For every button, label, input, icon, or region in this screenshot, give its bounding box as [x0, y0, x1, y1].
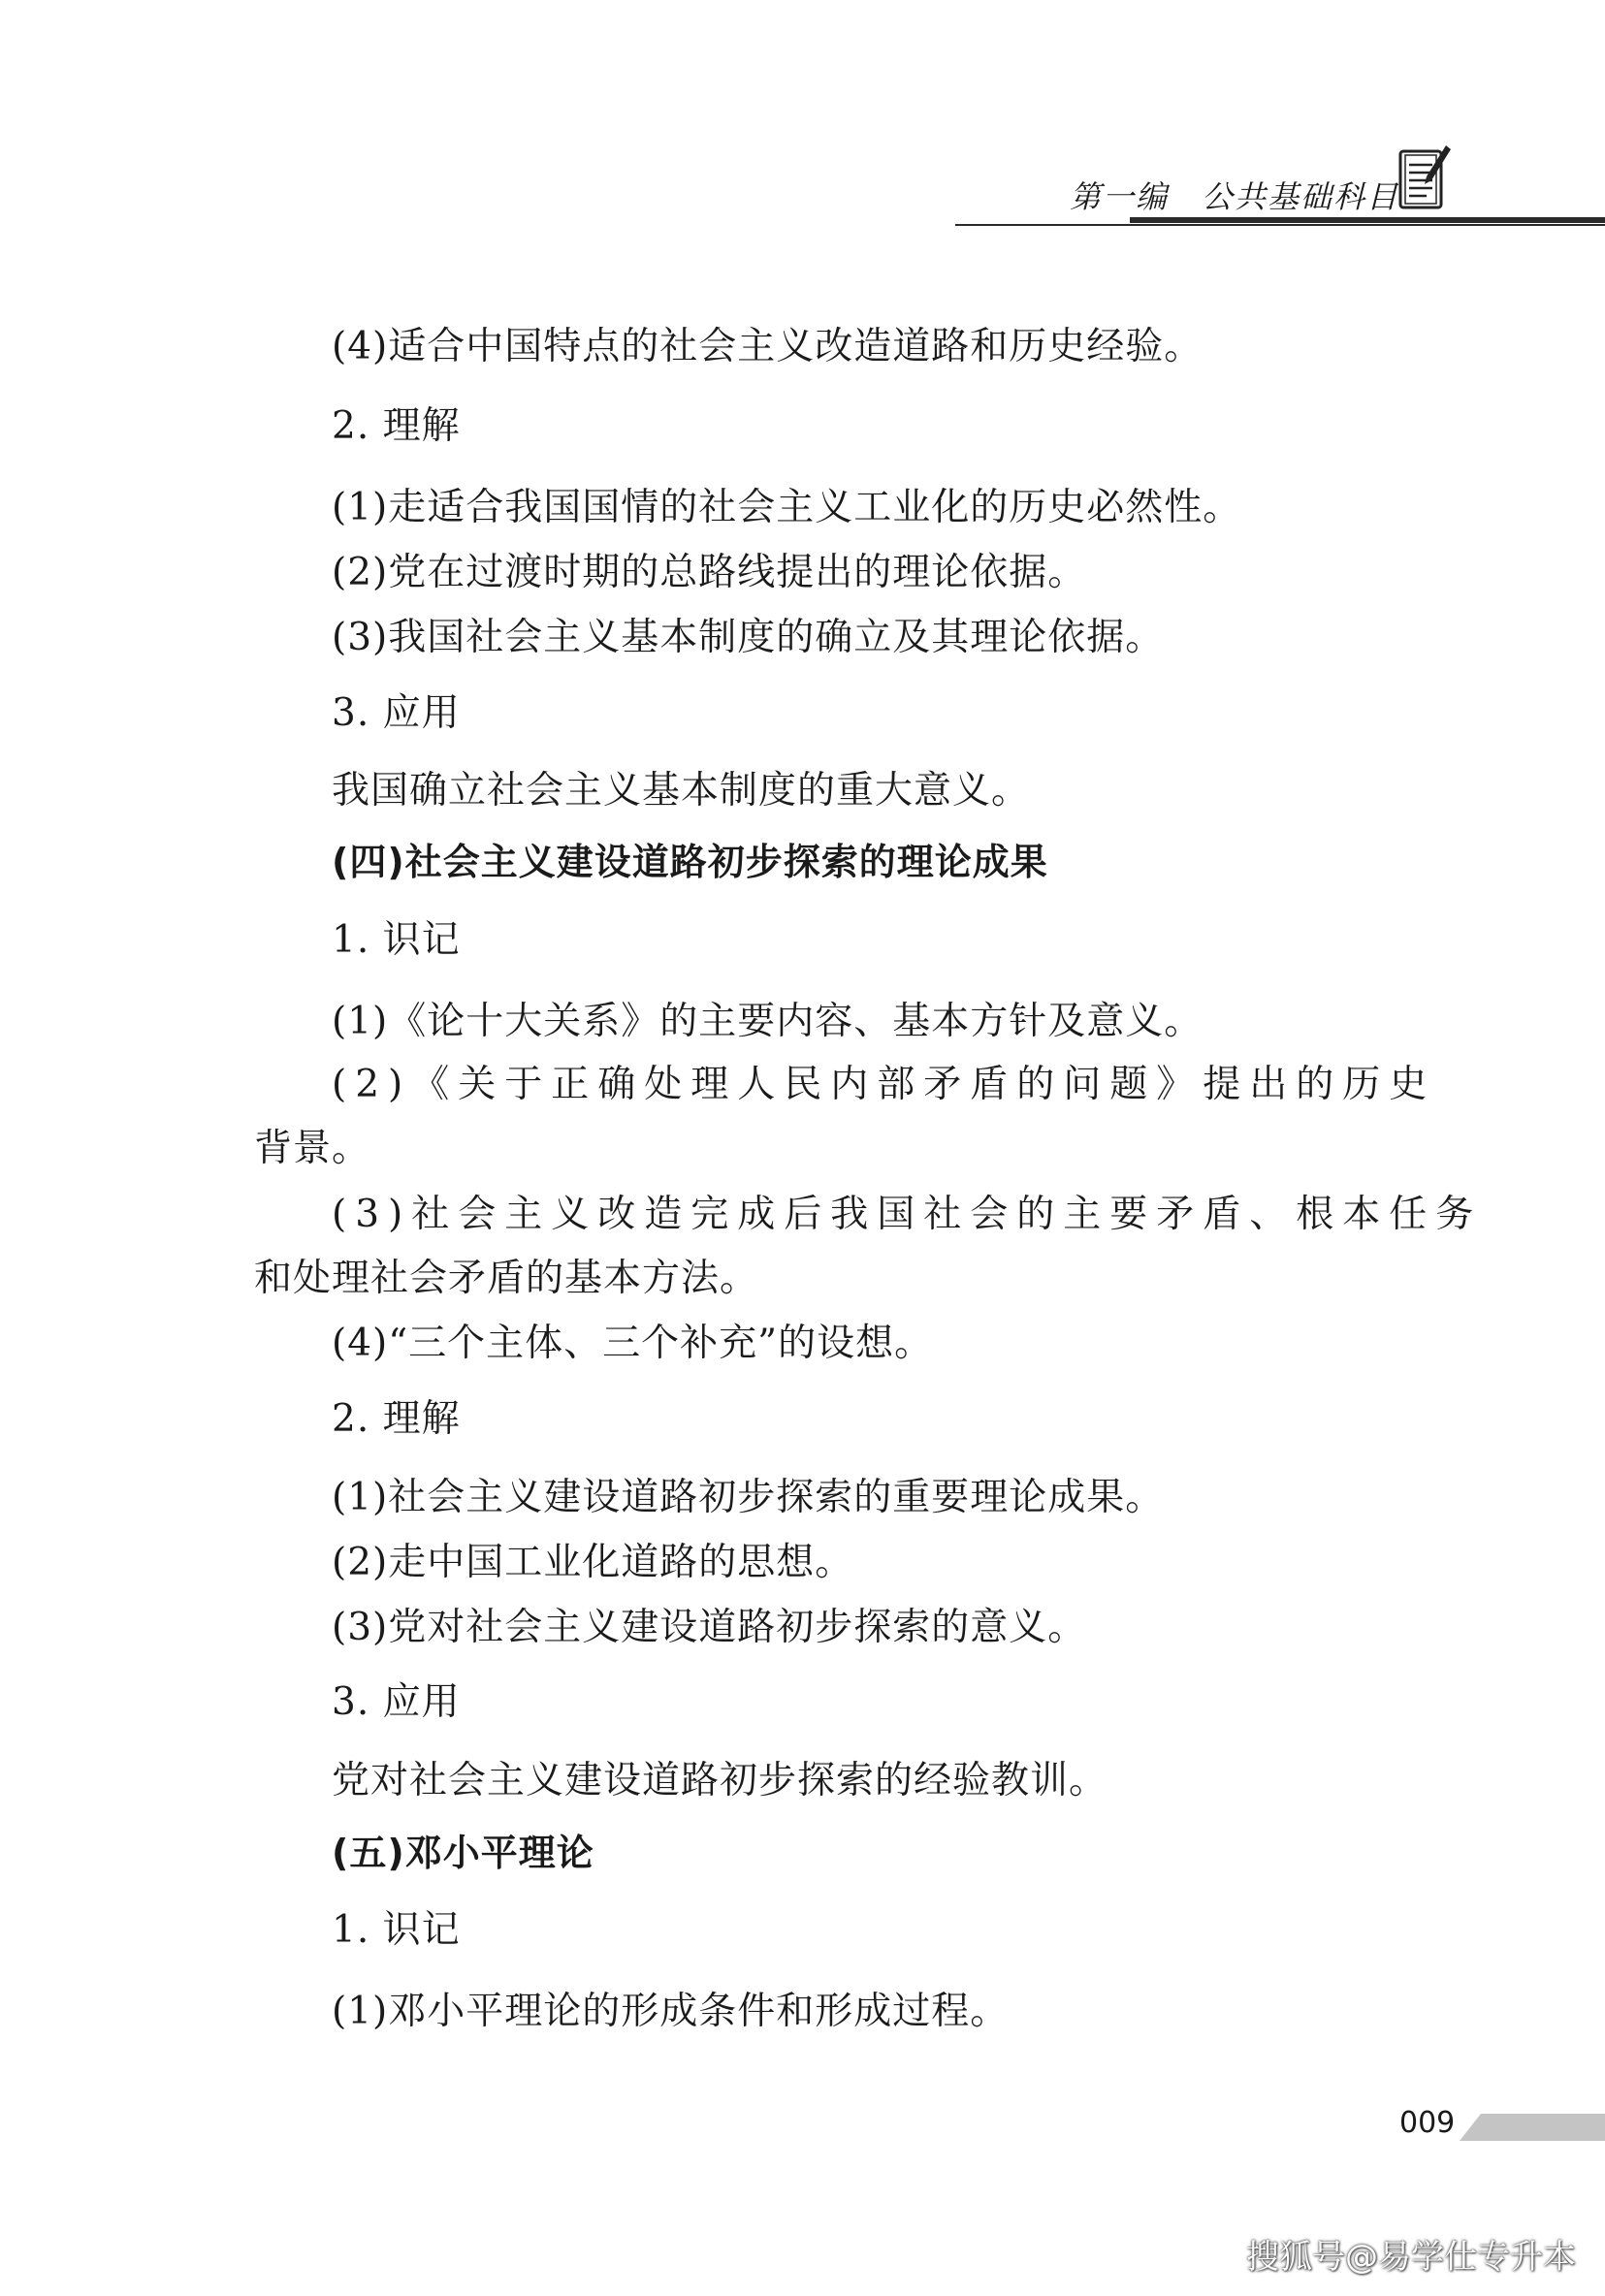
header-title [1070, 173, 1399, 217]
section-heading: 2. 理解 [332, 1397, 461, 1441]
text-line: (2)《关于正确处理人民内部矛盾的问题》提出的历史 [332, 1063, 1436, 1106]
section-heading: 3. 应用 [332, 691, 461, 735]
text-line: (3)社会主义改造完成后我国社会的主要矛盾、根本任务 [332, 1193, 1483, 1236]
text-line: 我国确立社会主义基本制度的重大意义。 [332, 769, 1031, 813]
watermark: 搜狐号@易学仕专升本 [1246, 2238, 1576, 2277]
header-rule-thick [1130, 217, 1605, 223]
notepad-pen-icon [1397, 142, 1452, 213]
section-heading: 3. 应用 [332, 1680, 461, 1724]
text-line: (1)邓小平理论的形成条件和形成过程。 [332, 1990, 1010, 2033]
page-number: 009 [1399, 2106, 1456, 2140]
section-heading: 2. 理解 [332, 404, 461, 448]
section-heading: 1. 识记 [332, 918, 461, 962]
text-line: (4)“三个主体、三个补充”的设想。 [332, 1322, 934, 1365]
text-line: 背景。 [254, 1127, 371, 1170]
text-line: (2)走中国工业化道路的思想。 [332, 1541, 854, 1584]
text-line: (1)走适合我国国情的社会主义工业化的历史必然性。 [332, 486, 1242, 529]
text-line: (2)党在过渡时期的总路线提出的理论依据。 [332, 551, 1087, 594]
text-line: (3)党对社会主义建设道路初步探索的意义。 [332, 1606, 1087, 1649]
text-line: (3)我国社会主义基本制度的确立及其理论依据。 [332, 616, 1165, 659]
running-header [955, 136, 1605, 233]
header-subject: 公共基础科目 [1201, 178, 1399, 215]
text-line: 党对社会主义建设道路初步探索的经验教训。 [332, 1759, 1108, 1802]
text-line: 和处理社会矛盾的基本方法。 [254, 1257, 759, 1300]
header-rule-thin [955, 224, 1605, 226]
header-part: 第一编 [1069, 178, 1169, 215]
text-line: (1)社会主义建设道路初步探索的重要理论成果。 [332, 1476, 1165, 1519]
text-line: (4)适合中国特点的社会主义改造道路和历史经验。 [332, 325, 1204, 368]
text-line: (1)《论十大关系》的主要内容、基本方针及意义。 [332, 1000, 1204, 1043]
chapter-heading: (四)社会主义建设道路初步探索的理论成果 [332, 841, 1048, 883]
section-heading: 1. 识记 [332, 1908, 461, 1952]
chapter-heading: (五)邓小平理论 [332, 1832, 594, 1874]
page-number-bar [1460, 2114, 1605, 2141]
